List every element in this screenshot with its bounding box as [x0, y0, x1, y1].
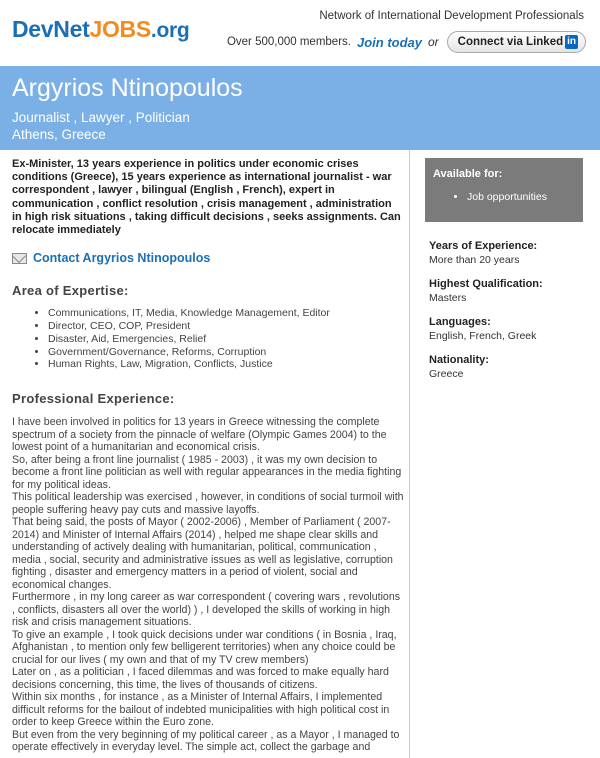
expertise-item: • Disaster, Aid, Emergencies, Relief [48, 333, 409, 346]
members-count-text: Over 500,000 members. [226, 36, 351, 48]
logo-part-org: .org [150, 19, 190, 42]
expertise-item: • Human Rights, Law, Migration, Conflicts, Justice [48, 358, 409, 371]
experience-heading: Professional Experience: [12, 391, 175, 407]
experience-paragraph: Furthermore , in my long career as war correspondent ( covering wars , revolutions , conflicts, disasters all over the world) ) , I developed the skills of working in high risk and crisis management situations. [12, 591, 401, 629]
linkedin-icon: in [567, 36, 576, 47]
envelope-icon [12, 253, 27, 264]
fact-label: Highest Qualification: [429, 278, 543, 290]
experience-paragraph: Within six months , for instance , as a Minister of Internal Affairs, I implemented difficult reforms for the bailout of indebted municipalities with high political cost in order to keep Greece within the Euro zone. [12, 691, 390, 729]
logo-part-devnet: DevNet [12, 16, 90, 42]
contact-link[interactable]: Contact Argyrios Ntinopoulos [33, 251, 211, 266]
availability-title: Available for: [433, 168, 503, 180]
fact-experience [429, 240, 594, 266]
expertise-heading: Area of Expertise: [12, 283, 129, 299]
fact-qualification [429, 278, 594, 304]
devnetjobs-logo[interactable] [12, 16, 189, 43]
availability-item: • Job opportunities [467, 191, 575, 203]
experience-paragraph: To give an example , I took quick decisions under war conditions ( in Bosnia , Iraq, Afghanistan , to mention only few belligerent territories) when any choice could be crucial for our lives ( my own and that of my TV crew members) [12, 628, 397, 666]
fact-value: Masters [429, 292, 467, 304]
profile-banner [0, 66, 600, 150]
profile-titles: Journalist , Lawyer , Politician [12, 110, 190, 125]
or-text: or [428, 35, 439, 49]
profile-location: Athens, Greece [12, 127, 106, 142]
expertise-item: • Director, CEO, COP, President [48, 320, 409, 333]
profile-summary: Ex-Minister, 13 years experience in politics under economic crises conditions (Greece), 15 years experience as international journalist - war correspondent , lawyer , bilingual (English , French), expert in communication , conflict resolution , crisis management , administration in high risk situations , taking difficult decisions , seeks assignments. Can relocate immediately [12, 158, 401, 237]
contact-link-row[interactable] [12, 251, 409, 265]
profile-facts [429, 240, 594, 392]
experience-paragraph: So, after being a front line journalist ( 1985 - 2003) , it was my own decision to become a front line politician as well with regular appearances in the media fighting for my political ideas. [12, 453, 402, 491]
experience-paragraph: This political leadership was exercised , however, in conditions of social turmoil with people suffering heavy pay cuts and massive layoffs. [12, 491, 404, 516]
fact-languages [429, 316, 594, 342]
join-today-link[interactable]: Join today [356, 34, 422, 50]
fact-label: Nationality: [429, 354, 489, 366]
experience-text [12, 416, 409, 754]
fact-label: Languages: [429, 316, 491, 328]
connect-linkedin-label: Connect via Linked [457, 36, 564, 48]
expertise-item: • Government/Governance, Reforms, Corruption [48, 346, 409, 359]
connect-linkedin-button[interactable] [447, 31, 586, 53]
fact-value: English, French, Greek [429, 330, 537, 342]
expertise-item: • Communications, IT, Media, Knowledge Management, Editor [48, 307, 409, 320]
experience-paragraph: Later on , as a politician , I faced dilemmas and was forced to make equally hard decisions concerning, this time, the lives of thousands of citizens. [12, 666, 389, 691]
availability-box [425, 158, 583, 222]
experience-paragraph: That being said, the posts of Mayor ( 2002-2006) , Member of Parliament ( 2007-2014) and Minister of Internal Affairs (2014) , helped me shape clear skills and understanding of actively dealing with humanitarian, political, communication , media , social, security and administrative issues as well as legislative, corruption fighting , disaster and emergency matters in a period of violent, social and economical changes. [12, 516, 393, 591]
fact-value: More than 20 years [429, 254, 520, 266]
experience-paragraph: I have been involved in politics for 13 years in Greece witnessing the complete spectrum of a society from the pinnacle of welfare (Olympic Games 2004) to the lowest point of a humanitarian and economical crisis. [12, 416, 387, 454]
network-tagline: Network of International Development Professionals [319, 10, 584, 22]
site-header [0, 0, 600, 66]
fact-label: Years of Experience: [429, 240, 538, 252]
expertise-list [48, 307, 409, 371]
availability-list [467, 191, 575, 203]
main-column [12, 150, 410, 758]
logo-part-jobs: JOBS [89, 16, 151, 42]
join-row [227, 30, 586, 54]
experience-paragraph: But even from the very beginning of my political career , as a Mayor , I managed to operate effectively in everyday level. The simple act, collect the garbage and [12, 728, 400, 754]
fact-value: Greece [429, 368, 464, 380]
fact-nationality [429, 354, 594, 380]
profile-name: Argyrios Ntinopoulos [12, 74, 243, 102]
